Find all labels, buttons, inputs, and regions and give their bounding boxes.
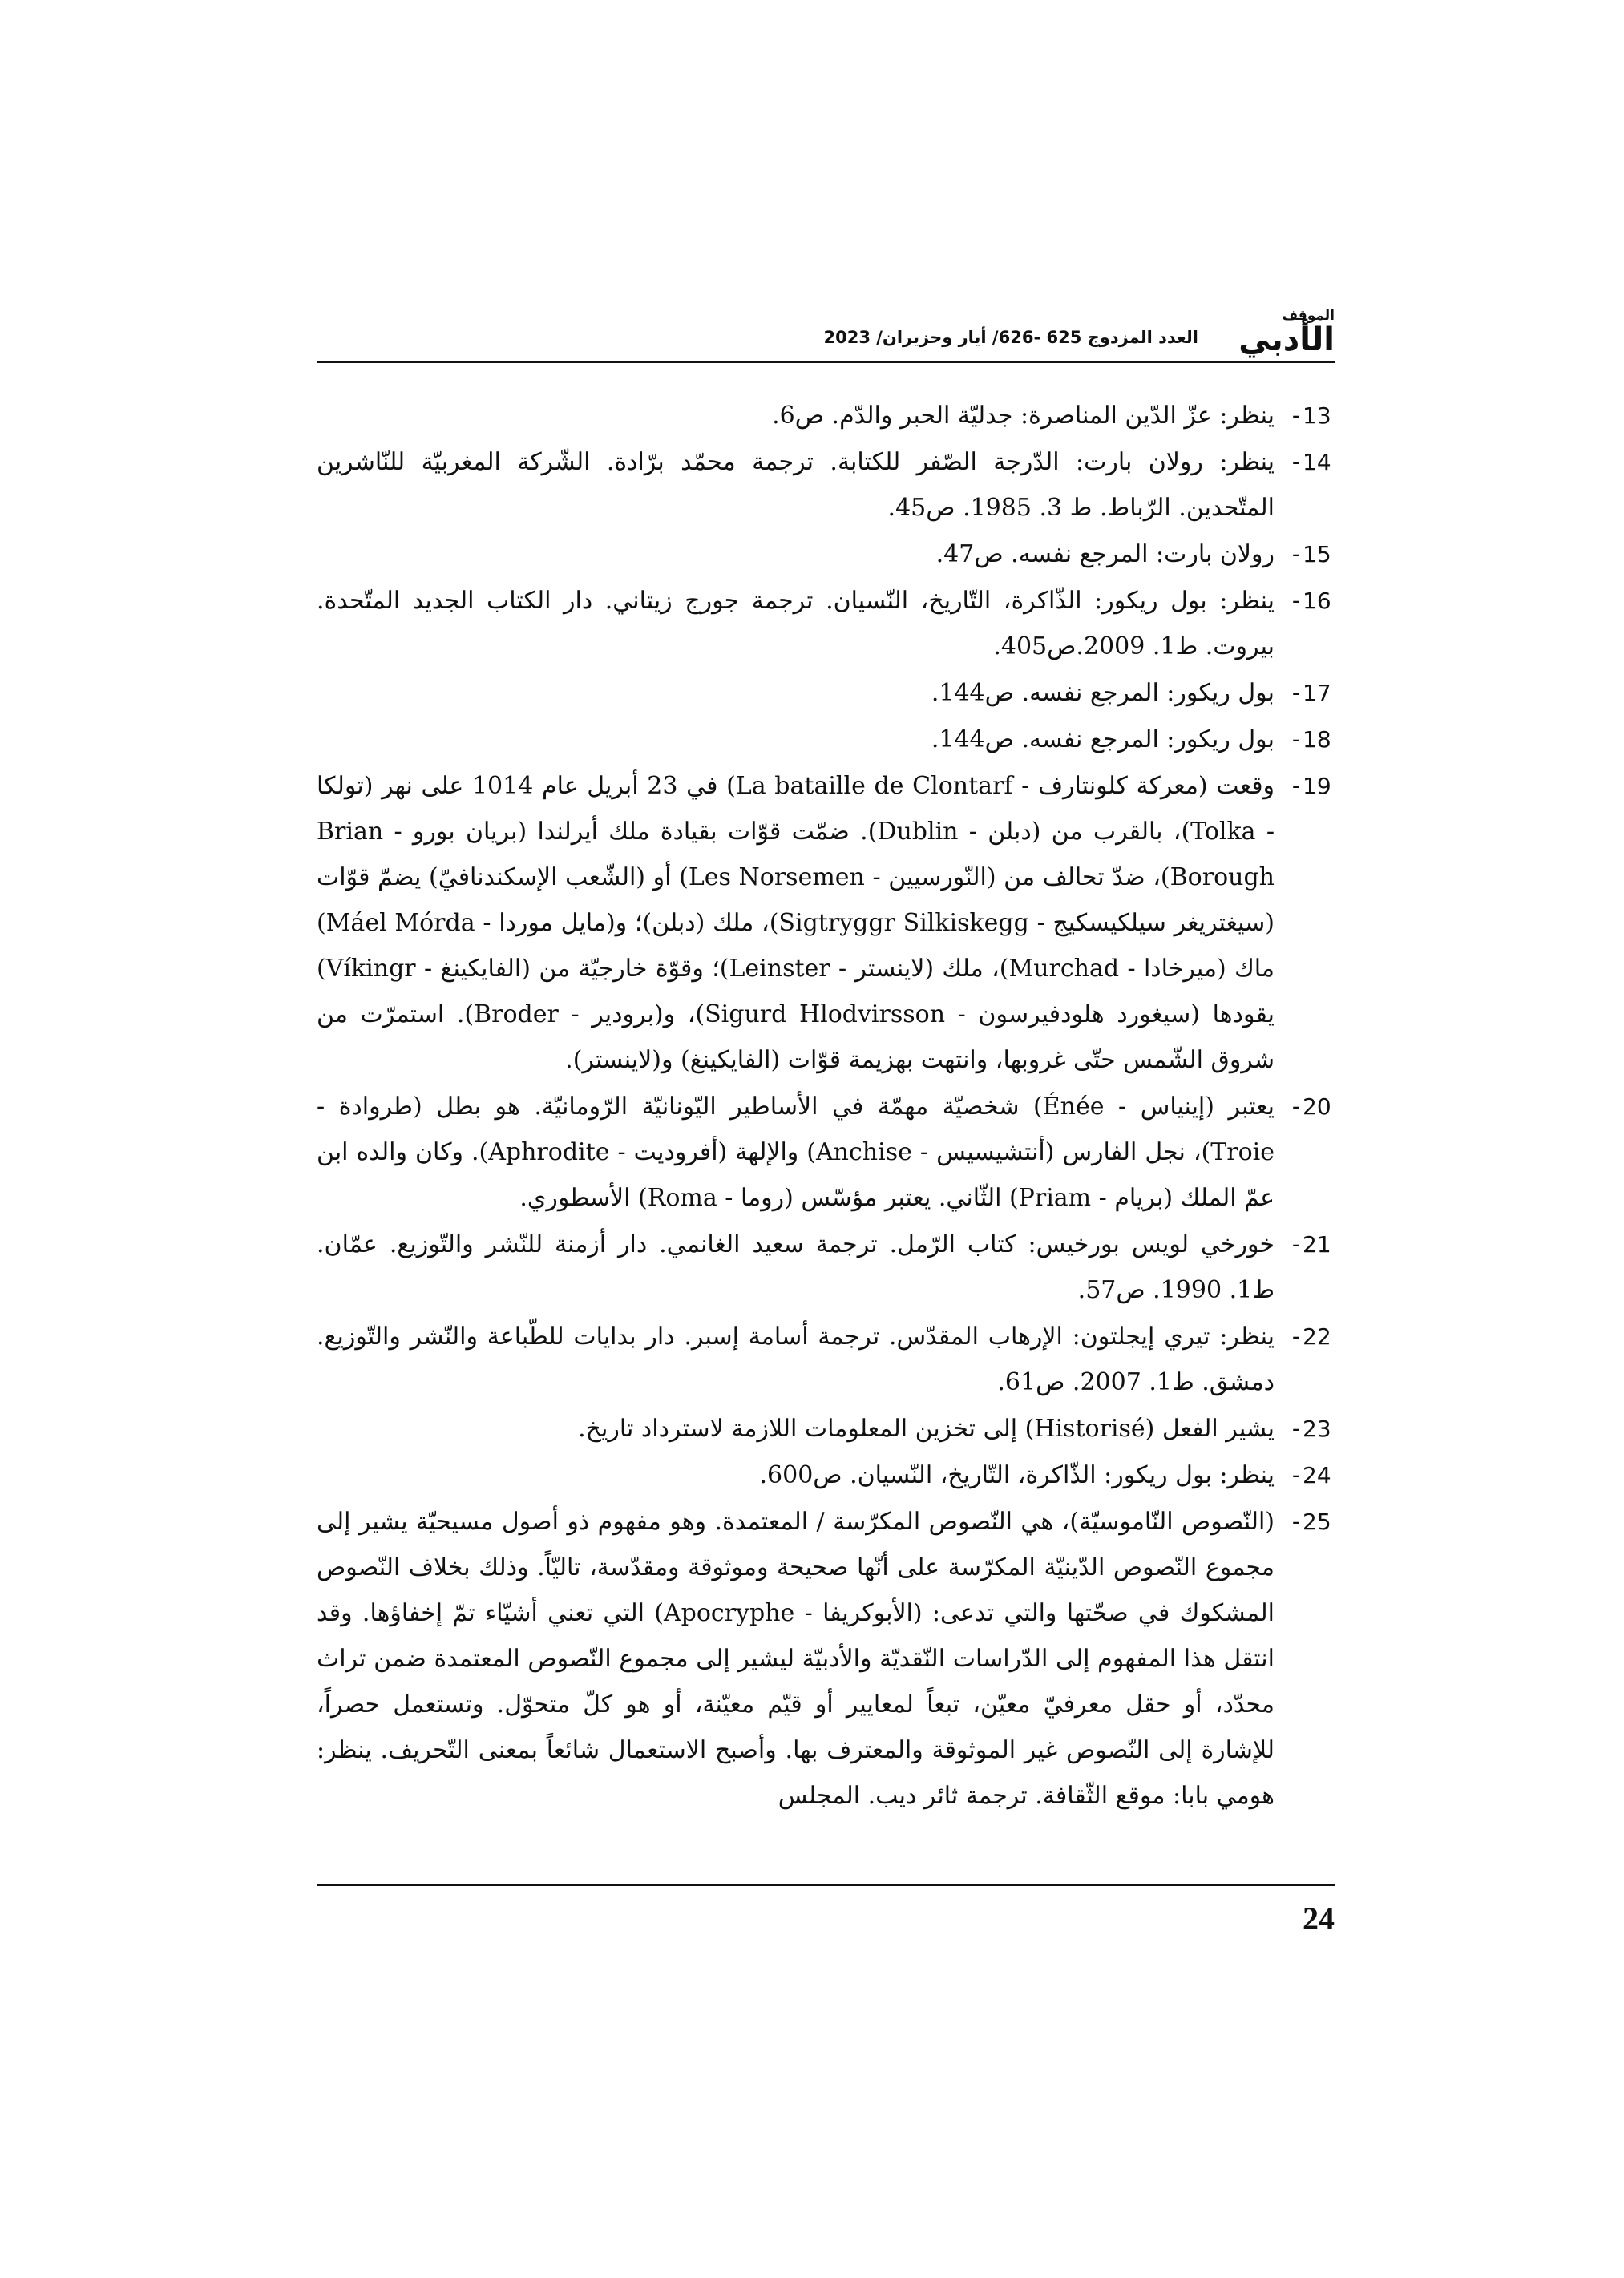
footnotes-list (317, 393, 1335, 1820)
logo-small-text: الموقف (1282, 308, 1335, 324)
footnote-19: 19 - وقعت (معركة كلونتارف - La bataille de Clontarf) في 23 أبريل عام 1014 على نهر (تولكا - Tolka)، بالقرب من (دبلن - Dublin). ضمّت قوّات بقيادة ملك أيرلندا (بريان بورو - Brian Borough)، ضدّ تحالف من (النّورسيين - Les Norsemen) أو (الشّعب الإسكندنافيّ) يضمّ قوّات (سيغتريغر سيلكيسكيج - Sigtryggr Silkiskegg)، ملك (دبلن)؛ و(مايل موردا - Máel Mórda) ماك (ميرخادا - Murchad)، ملك (لاينستر - Leinster)؛ وقوّة خارجيّة من (الفايكينغ - Víkingr) يقودها (سيغورد هلودفيرسون - Sigurd Hlodvirsson)، و(برودير - Broder). استمرّت من شروق الشّمس حتّى غروبها، وانتهت بهزيمة قوّات (الفايكينغ) و(لاينستر). (317, 763, 1335, 1083)
footnote-16: 16 - ينظر: بول ريكور: الذّاكرة، التّاريخ، النّسيان. ترجمة جورج زيتاني. دار الكتاب الجديد المتّحدة. بيروت. ط1. 2009.ص405. (317, 578, 1335, 669)
footnote-number: 15 (1303, 541, 1331, 567)
footnote-24: 24 - ينظر: بول ريكور: الذّاكرة، التّاريخ، النّسيان. ص600. (317, 1452, 1335, 1498)
footnote-text: يعتبر (إينياس - Énée) شخصيّة مهمّة في الأساطير اليّونانيّة الرّومانيّة. هو بطل (طروادة - Troie)، نجل الفارس (أنتشيسيس - Anchise) والإلهة (أفروديت - Aphrodite). وكان والده ابن عمّ الملك (بريام - Priam) الثّاني. يعتبر مؤسّس (روما - Roma) الأسطوري. (317, 1093, 1275, 1212)
footnote-text: ينظر: بول ريكور: الذّاكرة، التّاريخ، النّسيان. ص600. (759, 1461, 1275, 1489)
header-rule (317, 361, 1335, 363)
footnote-21: 21 - خورخي لويس بورخيس: كتاب الرّمل. ترجمة سعيد الغانمي. دار أزمنة للنّشر والتّوزيع. عمّان. ط1. 1990. ص57. (317, 1222, 1335, 1313)
footnote-number: 20 (1303, 1093, 1331, 1120)
page-header (317, 309, 1335, 357)
footnote-number: 19 (1303, 773, 1331, 799)
logo-big-text: الأدبي (1238, 321, 1335, 358)
footnote-15: 15 - رولان بارت: المرجع نفسه. ص47. (317, 531, 1335, 577)
footnote-number: 16 (1303, 588, 1331, 614)
footnote-number: 22 (1303, 1323, 1331, 1350)
magazine-logo (1214, 309, 1335, 357)
footnote-25: 25 - (النّصوص النّاموسيّة)، هي النّصوص المكرّسة / المعتمدة. وهو مفهوم ذو أصول مسيحيّة يشير إلى مجموع النّصوص الدّينيّة المكرّسة على أنّها صحيحة وموثوقة ومقدّسة، تاليّاً. وذلك بخلاف النّصوص المشكوك في صحّتها والتي تدعى: (الأبوكريفا - Apocryphe) التي تعني أشيّاء تمّ إخفاؤها. وقد انتقل هذا المفهوم إلى الدّراسات النّقديّة والأدبيّة ليشير إلى مجموع النّصوص المعتمدة ضمن تراث محدّد، أو حقل معرفيّ معيّن، تبعاً لمعايير أو قيّم معيّنة، أو هو كلّ متحوّل. وتستعمل حصراً، للإشارة إلى النّصوص غير الموثوقة والمعترف بها. وأصبح الاستعمال شائعاً بمعنى التّحريف. ينظر: هومي بابا: موقع الثّقافة. ترجمة ثائر ديب. المجلس (317, 1499, 1335, 1819)
footnote-number: 18 (1303, 726, 1331, 753)
footnote-22: 22 - ينظر: تيري إيجلتون: الإرهاب المقدّس. ترجمة أسامة إسبر. دار بدايات للطّباعة والنّشر والتّوزيع. دمشق. ط1. 2007. ص61. (317, 1314, 1335, 1405)
footnote-text: ينظر: بول ريكور: الذّاكرة، التّاريخ، النّسيان. ترجمة جورج زيتاني. دار الكتاب الجديد المتّحدة. بيروت. ط1. 2009.ص405. (317, 587, 1275, 660)
footnote-text: يشير الفعل (Historisé) إلى تخزين المعلومات اللازمة لاسترداد تاريخ. (578, 1415, 1275, 1443)
footnote-number: 14 (1303, 449, 1331, 475)
footnote-14: 14 - ينظر: رولان بارت: الدّرجة الصّفر للكتابة. ترجمة محمّد برّادة. الشّركة المغربيّة للنّاشرين المتّحدين. الرّباط. ط 3. 1985. ص45. (317, 439, 1335, 531)
footnote-number: 24 (1303, 1462, 1331, 1488)
footnote-text: وقعت (معركة كلونتارف - La bataille de Clontarf) في 23 أبريل عام 1014 على نهر (تولكا - Tolka)، بالقرب من (دبلن - Dublin). ضمّت قوّات بقيادة ملك أيرلندا (بريان بورو - Brian Borough)، ضدّ تحالف من (النّورسيين - Les Norsemen) أو (الشّعب الإسكندنافيّ) يضمّ قوّات (سيغتريغر سيلكيسكيج - Sigtryggr Silkiskegg)، ملك (دبلن)؛ و(مايل موردا - Máel Mórda) ماك (ميرخادا - Murchad)، ملك (لاينستر - Leinster)؛ وقوّة خارجيّة من (الفايكينغ - Víkingr) يقودها (سيغورد هلودفيرسون - Sigurd Hlodvirsson)، و(برودير - Broder). استمرّت من شروق الشّمس حتّى غروبها، وانتهت بهزيمة قوّات (الفايكينغ) و(لاينستر). (317, 772, 1275, 1074)
issue-info: العدد المزدوج 625 -626/ أيار وحزيران/ 2023 (823, 328, 1198, 347)
footnote-18: 18 - بول ريكور: المرجع نفسه. ص144. (317, 717, 1335, 762)
footnote-23: 23 - يشير الفعل (Historisé) إلى تخزين المعلومات اللازمة لاسترداد تاريخ. (317, 1406, 1335, 1452)
footnote-text: بول ريكور: المرجع نفسه. ص144. (931, 679, 1275, 707)
footnote-20: 20 - يعتبر (إينياس - Énée) شخصيّة مهمّة في الأساطير اليّونانيّة الرّومانيّة. هو بطل (طروادة - Troie)، نجل الفارس (أنتشيسيس - Anchise) والإلهة (أفروديت - Aphrodite). وكان والده ابن عمّ الملك (بريام - Priam) الثّاني. يعتبر مؤسّس (روما - Roma) الأسطوري. (317, 1084, 1335, 1221)
footnote-number: 13 (1303, 402, 1331, 429)
page-number: 24 (1303, 1900, 1335, 1937)
footnote-17: 17 - بول ريكور: المرجع نفسه. ص144. (317, 670, 1335, 716)
footnote-text: خورخي لويس بورخيس: كتاب الرّمل. ترجمة سعيد الغانمي. دار أزمنة للنّشر والتّوزيع. عمّان. ط1. 1990. ص57. (317, 1230, 1275, 1304)
footnote-text: ينظر: رولان بارت: الدّرجة الصّفر للكتابة. ترجمة محمّد برّادة. الشّركة المغربيّة للنّاشرين المتّحدين. الرّباط. ط 3. 1985. ص45. (317, 448, 1275, 522)
footnote-text: (النّصوص النّاموسيّة)، هي النّصوص المكرّسة / المعتمدة. وهو مفهوم ذو أصول مسيحيّة يشير إلى مجموع النّصوص الدّينيّة المكرّسة على أنّها صحيحة وموثوقة ومقدّسة، تاليّاً. وذلك بخلاف النّصوص المشكوك في صحّتها والتي تدعى: (الأبوكريفا - Apocryphe) التي تعني أشيّاء تمّ إخفاؤها. وقد انتقل هذا المفهوم إلى الدّراسات النّقديّة والأدبيّة ليشير إلى مجموع النّصوص المعتمدة ضمن تراث محدّد، أو حقل معرفيّ معيّن، تبعاً لمعايير أو قيّم معيّنة، أو هو كلّ متحوّل. وتستعمل حصراً، للإشارة إلى النّصوص غير الموثوقة والمعترف بها. وأصبح الاستعمال شائعاً بمعنى التّحريف. ينظر: هومي بابا: موقع الثّقافة. ترجمة ثائر ديب. المجلس (317, 1508, 1275, 1810)
footnote-number: 25 (1303, 1509, 1331, 1535)
footnote-number: 17 (1303, 680, 1331, 706)
footnote-text: ينظر: تيري إيجلتون: الإرهاب المقدّس. ترجمة أسامة إسبر. دار بدايات للطّباعة والنّشر والتّوزيع. دمشق. ط1. 2007. ص61. (317, 1323, 1275, 1396)
footnote-text: بول ريكور: المرجع نفسه. ص144. (931, 725, 1275, 753)
footnote-13: 13 - ينظر: عزّ الدّين المناصرة: جدليّة الحبر والدّم. ص6. (317, 393, 1335, 438)
footnote-number: 23 (1303, 1416, 1331, 1442)
footnote-number: 21 (1303, 1231, 1331, 1258)
footnote-text: رولان بارت: المرجع نفسه. ص47. (935, 540, 1275, 568)
footer-rule (317, 1884, 1335, 1886)
footnote-text: ينظر: عزّ الدّين المناصرة: جدليّة الحبر والدّم. ص6. (772, 402, 1275, 430)
